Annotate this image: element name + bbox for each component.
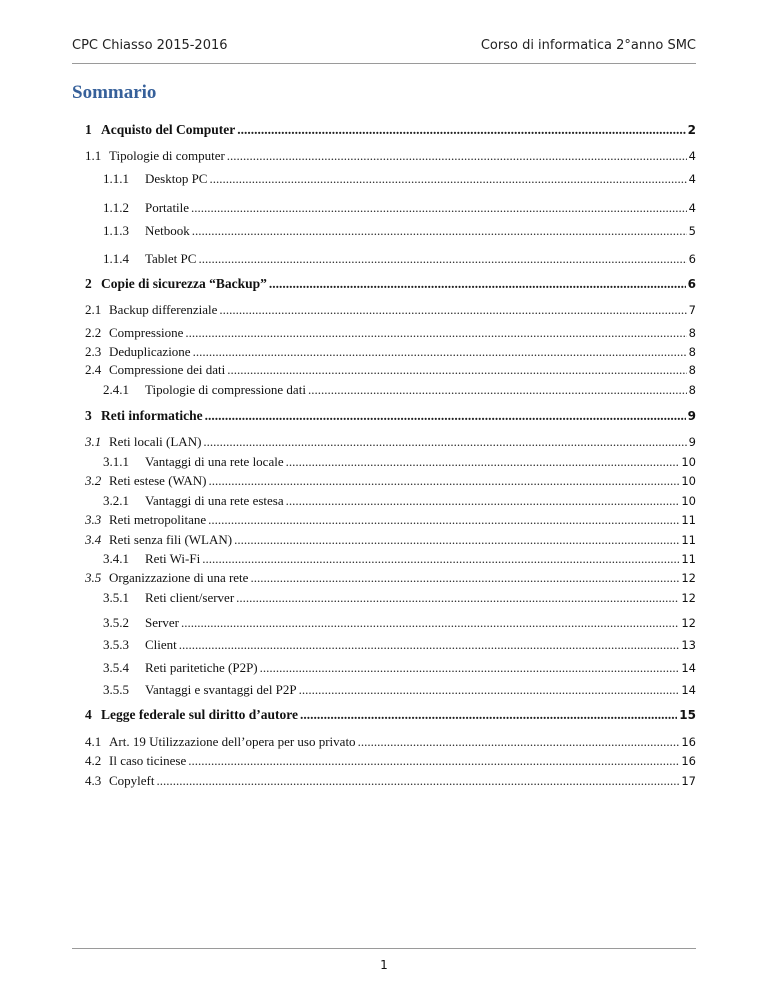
toc-entry[interactable] bbox=[0, 454, 768, 470]
toc-entry[interactable] bbox=[0, 344, 768, 360]
toc-entry-number: 3.5.5 bbox=[103, 682, 129, 697]
toc-entry-page: 4 bbox=[688, 172, 696, 186]
toc-entry-page: 12 bbox=[681, 571, 696, 585]
toc-entry-number: 4.2 bbox=[85, 753, 102, 768]
toc-entry-title: Legge federale sul diritto d’autore bbox=[101, 707, 298, 722]
toc-entry-title: Tablet PC bbox=[145, 251, 197, 266]
toc-entry-title: Il caso ticinese bbox=[109, 753, 187, 768]
toc-entry-title: Art. 19 Utilizzazione dell’opera per uso privato bbox=[109, 734, 356, 749]
toc-entry-title: Portatile bbox=[145, 200, 190, 215]
toc-entry-number: 3.3 bbox=[85, 512, 102, 527]
toc-entry-title: Vantaggi di una rete estesa bbox=[145, 493, 284, 508]
toc-entry[interactable] bbox=[0, 473, 768, 489]
toc-entry-title: Reti locali (LAN) bbox=[109, 434, 202, 449]
toc-entry-title: Reti estese (WAN) bbox=[109, 473, 207, 488]
toc-entry-page: 13 bbox=[681, 638, 696, 652]
toc-entry-page: 16 bbox=[681, 754, 696, 768]
toc-entry[interactable] bbox=[0, 615, 768, 631]
toc-dot-leader bbox=[191, 200, 687, 216]
toc-entry[interactable] bbox=[0, 122, 768, 138]
toc-entry-number: 2.4.1 bbox=[103, 382, 129, 397]
toc-entry-page: 14 bbox=[681, 683, 696, 697]
toc-entry-number: 2.3 bbox=[85, 344, 102, 359]
toc-dot-leader bbox=[299, 682, 680, 698]
toc-dot-leader bbox=[192, 223, 687, 239]
toc-entry[interactable] bbox=[0, 551, 768, 567]
toc-entry-number: 3 bbox=[85, 408, 92, 423]
toc-entry-page: 8 bbox=[688, 345, 696, 359]
toc-entry[interactable] bbox=[0, 148, 768, 164]
toc-entry-page: 17 bbox=[681, 774, 696, 788]
toc-title: Sommario bbox=[72, 82, 157, 103]
toc-entry-number: 3.5.3 bbox=[103, 637, 129, 652]
toc-entry-number: 3.5 bbox=[85, 570, 102, 585]
toc-entry-number: 3.4.1 bbox=[103, 551, 129, 566]
toc-entry-page: 14 bbox=[681, 661, 696, 675]
toc-entry[interactable] bbox=[0, 753, 768, 769]
toc-entry[interactable] bbox=[0, 251, 768, 267]
toc-dot-leader bbox=[286, 493, 680, 509]
toc-entry-number: 3.2 bbox=[85, 473, 102, 488]
toc-dot-leader bbox=[308, 382, 687, 398]
toc-entry-number: 1.1.2 bbox=[103, 200, 129, 215]
toc-dot-leader bbox=[219, 302, 686, 318]
toc-entry-number: 2.2 bbox=[85, 325, 102, 340]
toc-entry-page: 11 bbox=[681, 552, 696, 566]
toc-entry[interactable] bbox=[0, 773, 768, 789]
toc-entry-number: 4.3 bbox=[85, 773, 102, 788]
toc-entry-number: 4.1 bbox=[85, 734, 102, 749]
toc-dot-leader bbox=[260, 660, 680, 676]
toc-entry[interactable] bbox=[0, 707, 768, 723]
toc-entry-page: 6 bbox=[687, 277, 696, 291]
toc-entry-page: 6 bbox=[688, 252, 696, 266]
header-left-text: CPC Chiasso 2015-2016 bbox=[72, 38, 228, 53]
toc-entry-title: Vantaggi e svantaggi del P2P bbox=[145, 682, 297, 697]
toc-entry[interactable] bbox=[0, 660, 768, 676]
toc-entry[interactable] bbox=[0, 200, 768, 216]
toc-dot-leader bbox=[209, 171, 686, 187]
toc-entry-page: 11 bbox=[681, 533, 696, 547]
toc-entry[interactable] bbox=[0, 362, 768, 378]
toc-entry-number: 3.5.1 bbox=[103, 590, 129, 605]
toc-dot-leader bbox=[358, 734, 680, 750]
toc-dot-leader bbox=[300, 707, 677, 723]
toc-entry[interactable] bbox=[0, 637, 768, 653]
toc-entry[interactable] bbox=[0, 302, 768, 318]
toc-entry-number: 4 bbox=[85, 707, 92, 722]
toc-entry-number: 1.1.1 bbox=[103, 171, 129, 186]
header-right-text: Corso di informatica 2°anno SMC bbox=[480, 38, 696, 53]
toc-entry[interactable] bbox=[0, 682, 768, 698]
toc-entry-title: Compressione bbox=[109, 325, 184, 340]
toc-entry-page: 16 bbox=[681, 735, 696, 749]
toc-dot-leader bbox=[198, 251, 686, 267]
toc-entry-title: Reti client/server bbox=[145, 590, 235, 605]
toc-entry-title: Acquisto del Computer bbox=[101, 122, 236, 137]
toc-entry-title: Netbook bbox=[145, 223, 190, 238]
toc-entry-title: Deduplicazione bbox=[109, 344, 191, 359]
toc-entry-title: Tipologie di computer bbox=[109, 148, 225, 163]
toc-entry-page: 2 bbox=[687, 123, 696, 137]
toc-entry-title: Copie di sicurezza “Backup” bbox=[101, 276, 267, 291]
toc-entry-number: 1.1 bbox=[85, 148, 102, 163]
toc-entry-page: 5 bbox=[688, 224, 696, 238]
toc-entry-title: Reti metropolitane bbox=[109, 512, 207, 527]
page-number: 1 bbox=[380, 958, 388, 972]
toc-entry-title: Reti Wi-Fi bbox=[145, 551, 201, 566]
toc-entry[interactable] bbox=[0, 570, 768, 586]
footer-divider bbox=[72, 948, 696, 949]
toc-entry-title: Reti paritetiche (P2P) bbox=[145, 660, 258, 675]
toc-dot-leader bbox=[208, 473, 679, 489]
toc-dot-leader bbox=[250, 570, 679, 586]
toc-entry-number: 1.1.3 bbox=[103, 223, 129, 238]
toc-dot-leader bbox=[237, 122, 685, 138]
toc-dot-leader bbox=[227, 148, 687, 164]
toc-entry-title: Reti senza fili (WLAN) bbox=[109, 532, 233, 547]
toc-entry[interactable] bbox=[0, 434, 768, 450]
toc-entry-page: 10 bbox=[681, 494, 696, 508]
toc-entry-number: 3.1 bbox=[85, 434, 102, 449]
toc-entry-title: Server bbox=[145, 615, 179, 630]
toc-dot-leader bbox=[269, 276, 686, 292]
toc-entry-number: 3.1.1 bbox=[103, 454, 129, 469]
toc-dot-leader bbox=[286, 454, 680, 470]
toc-entry-number: 2 bbox=[85, 276, 92, 291]
toc-dot-leader bbox=[185, 325, 686, 341]
toc-entry[interactable] bbox=[0, 171, 768, 187]
toc-entry-title: Compressione dei dati bbox=[109, 362, 226, 377]
toc-entry[interactable] bbox=[0, 276, 768, 292]
toc-entry-page: 8 bbox=[688, 363, 696, 377]
toc-entry[interactable] bbox=[0, 512, 768, 528]
toc-dot-leader bbox=[234, 532, 679, 548]
toc-dot-leader bbox=[205, 408, 686, 424]
toc-entry[interactable] bbox=[0, 532, 768, 548]
toc-dot-leader bbox=[188, 753, 679, 769]
toc-entry-number: 2.1 bbox=[85, 302, 102, 317]
toc-entry-title: Vantaggi di una rete locale bbox=[145, 454, 284, 469]
toc-entry-number: 1 bbox=[85, 122, 92, 137]
toc-entry-page: 8 bbox=[688, 383, 696, 397]
toc-entry-title: Client bbox=[145, 637, 177, 652]
toc-entry-page: 4 bbox=[688, 149, 696, 163]
toc-dot-leader bbox=[157, 773, 680, 789]
toc-entry-title: Desktop PC bbox=[145, 171, 208, 186]
toc-dot-leader bbox=[179, 637, 680, 653]
toc-entry-page: 12 bbox=[681, 591, 696, 605]
toc-entry-number: 2.4 bbox=[85, 362, 102, 377]
toc-entry-number: 3.4 bbox=[85, 532, 102, 547]
toc-entry-number: 3.5.4 bbox=[103, 660, 129, 675]
toc-dot-leader bbox=[227, 362, 686, 378]
toc-entry-page: 10 bbox=[681, 474, 696, 488]
toc-dot-leader bbox=[193, 344, 687, 360]
toc-entry-title: Backup differenziale bbox=[109, 302, 218, 317]
toc-dot-leader bbox=[202, 551, 679, 567]
toc-entry-page: 9 bbox=[688, 435, 696, 449]
toc-entry-page: 10 bbox=[681, 455, 696, 469]
toc-entry[interactable] bbox=[0, 325, 768, 341]
header-divider bbox=[72, 63, 696, 64]
toc-dot-leader bbox=[208, 512, 679, 528]
toc-entry-number: 3.5.2 bbox=[103, 615, 129, 630]
toc-entry-title: Reti informatiche bbox=[101, 408, 203, 423]
toc-entry-page: 12 bbox=[681, 616, 696, 630]
toc-entry-title: Organizzazione di una rete bbox=[109, 570, 249, 585]
toc-dot-leader bbox=[203, 434, 686, 450]
toc-entry[interactable] bbox=[0, 382, 768, 398]
toc-entry[interactable] bbox=[0, 590, 768, 606]
toc-entry[interactable] bbox=[0, 408, 768, 424]
toc-entry-number: 3.2.1 bbox=[103, 493, 129, 508]
toc-entry-title: Copyleft bbox=[109, 773, 155, 788]
toc-entry-page: 4 bbox=[688, 201, 696, 215]
toc-entry-number: 1.1.4 bbox=[103, 251, 129, 266]
toc-entry-page: 7 bbox=[688, 303, 696, 317]
toc-entry[interactable] bbox=[0, 493, 768, 509]
toc-entry[interactable] bbox=[0, 223, 768, 239]
toc-dot-leader bbox=[236, 590, 679, 606]
toc-entry-page: 9 bbox=[687, 409, 696, 423]
toc-entry-page: 11 bbox=[681, 513, 696, 527]
toc-dot-leader bbox=[181, 615, 679, 631]
toc-entry-page: 8 bbox=[688, 326, 696, 340]
toc-entry[interactable] bbox=[0, 734, 768, 750]
toc-entry-title: Tipologie di compressione dati bbox=[145, 382, 306, 397]
toc-entry-page: 15 bbox=[679, 708, 696, 722]
